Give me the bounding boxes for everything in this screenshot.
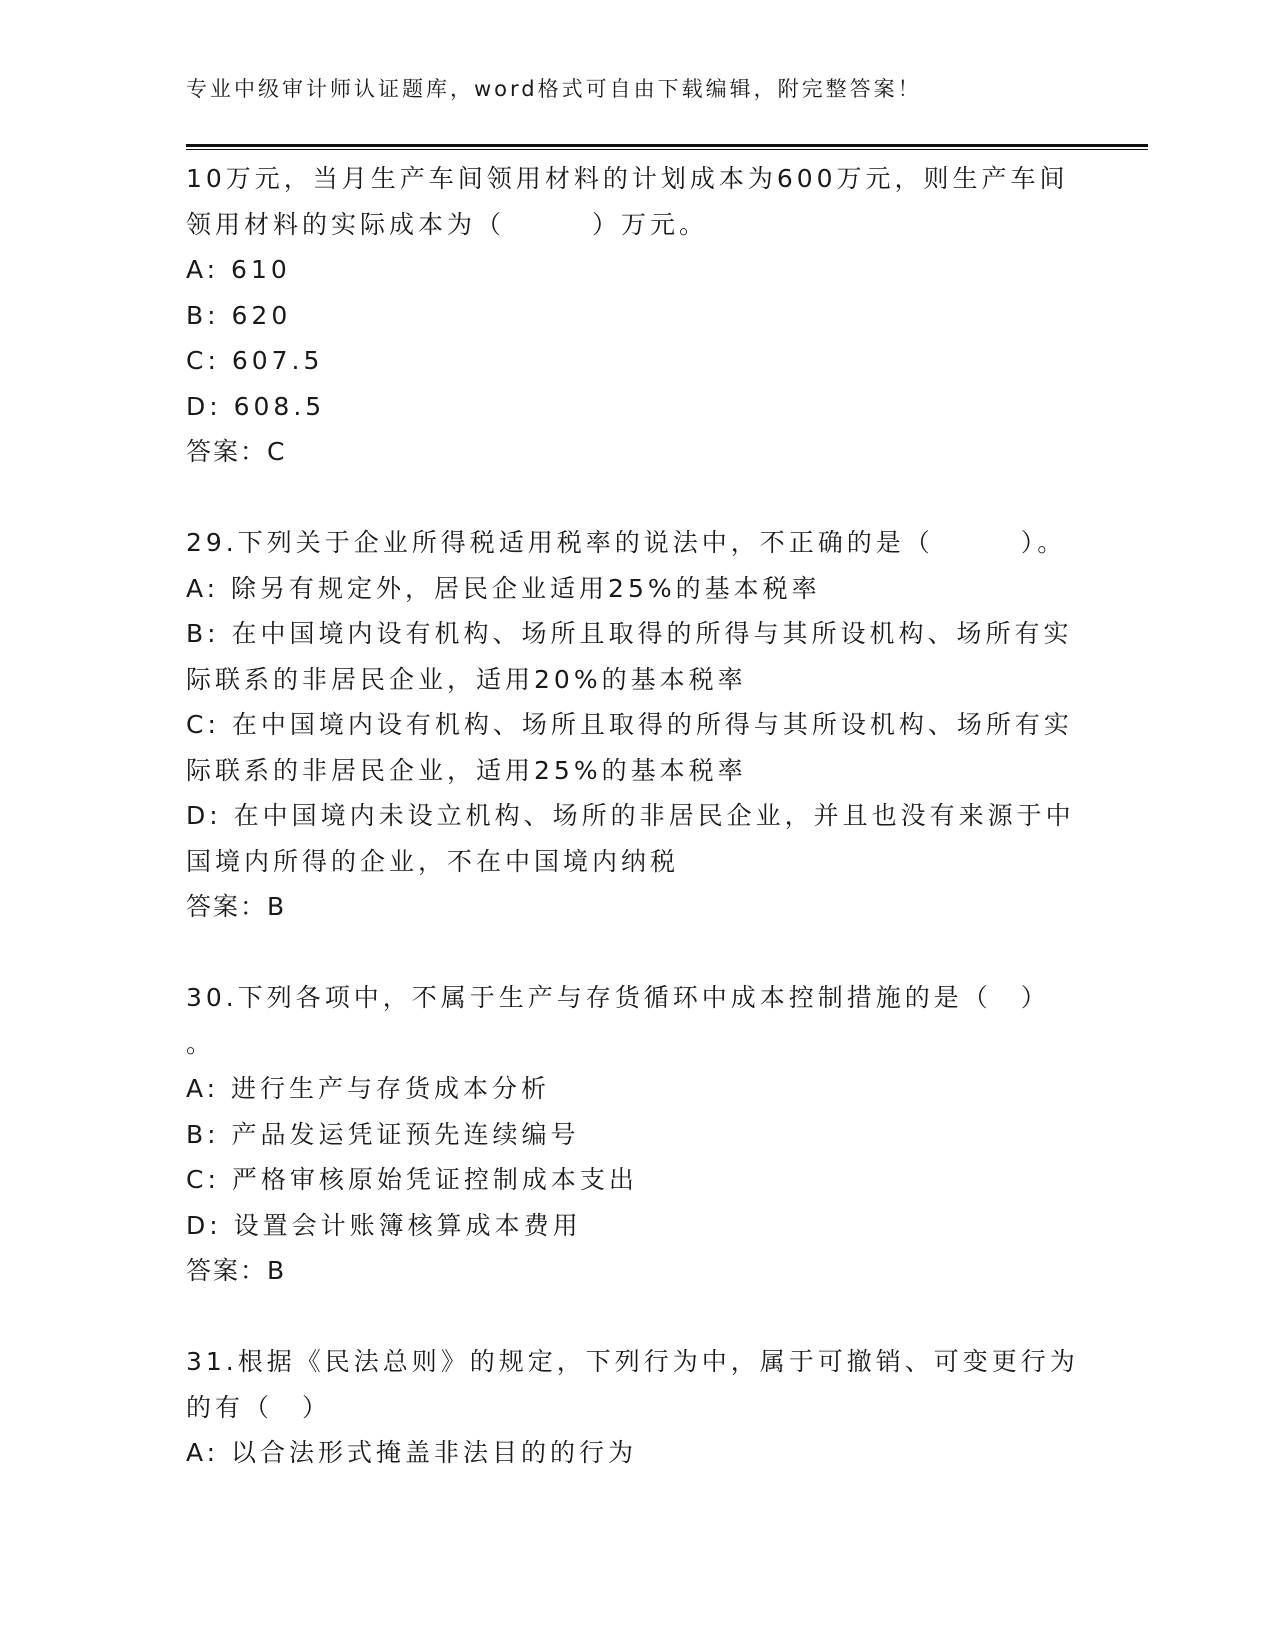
- option-d: D: 608.5: [186, 391, 326, 421]
- option-line: D: 在中国境内未设立机构、场所的非居民企业，并且也没有来源于中: [186, 801, 1075, 830]
- question-stem-line: 领用材料的实际成本为（ ）万元。: [186, 209, 709, 239]
- answer-line: 答案：B: [186, 1256, 287, 1285]
- option-line: 国境内所得的企业，不在中国境内纳税: [186, 846, 680, 876]
- spacer: [186, 930, 1086, 976]
- question-fragment: [186, 156, 1086, 475]
- question-stem-line: 29.下列关于企业所得税适用税率的说法中，不正确的是（ ）。: [186, 528, 1067, 557]
- page-header: 专业中级审计师认证题库，word格式可自由下载编辑，附完整答案！: [186, 77, 922, 101]
- option-line: A: 除另有规定外，居民企业适用25%的基本税率: [186, 573, 821, 603]
- option-line: A: 进行生产与存货成本分析: [186, 1074, 551, 1103]
- option-line: C: 严格审核原始凭证控制成本支出: [186, 1165, 638, 1194]
- answer-line: 答案：B: [186, 892, 287, 921]
- document-body: [186, 156, 1086, 1476]
- option-line: 际联系的非居民企业，适用20%的基本税率: [186, 664, 747, 694]
- answer-line: 答案：C: [186, 437, 287, 466]
- header-divider: [186, 144, 1148, 150]
- question-stem-line: 。: [186, 1028, 216, 1058]
- option-line: C: 在中国境内设有机构、场所且取得的所得与其所设机构、场所有实: [186, 710, 1073, 739]
- question-30: [186, 975, 1086, 1294]
- option-line: D: 设置会计账簿核算成本费用: [186, 1210, 582, 1240]
- question-31: [186, 1339, 1086, 1476]
- option-line: A: 以合法形式掩盖非法目的的行为: [186, 1438, 638, 1467]
- question-29: [186, 520, 1086, 930]
- spacer: [186, 1294, 1086, 1340]
- question-stem-line: 10万元，当月生产车间领用材料的计划成本为600万元，则生产车间: [186, 164, 1069, 193]
- option-line: B: 产品发运凭证预先连续编号: [186, 1119, 580, 1149]
- question-stem-line: 31.根据《民法总则》的规定，下列行为中，属于可撤销、可变更行为: [186, 1347, 1079, 1376]
- question-stem-line: 的有（ ）: [186, 1392, 332, 1422]
- option-a: A: 610: [186, 255, 291, 284]
- option-line: 际联系的非居民企业，适用25%的基本税率: [186, 755, 747, 785]
- option-line: B: 在中国境内设有机构、场所且取得的所得与其所设机构、场所有实: [186, 619, 1073, 648]
- option-b: B: 620: [186, 300, 292, 330]
- option-c: C: 607.5: [186, 346, 324, 375]
- spacer: [186, 475, 1086, 521]
- question-stem-line: 30.下列各项中，不属于生产与存货循环中成本控制措施的是（ ）: [186, 983, 1050, 1012]
